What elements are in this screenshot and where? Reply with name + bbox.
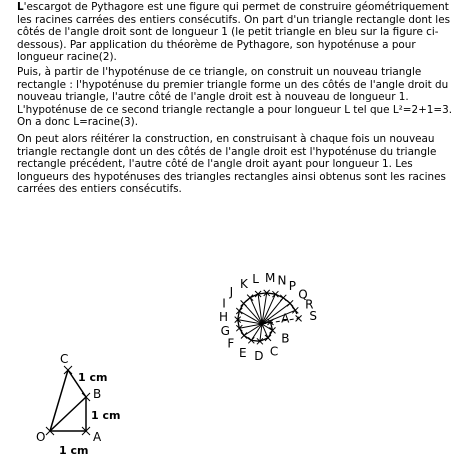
- spiral-label-h: H: [219, 309, 229, 324]
- spiral-point-j: [241, 300, 247, 306]
- spiral-label-c: C: [269, 344, 279, 359]
- spiral-label-f: F: [227, 336, 235, 351]
- spiral-label-n: N: [277, 273, 287, 288]
- spiral-label-m: M: [265, 271, 276, 286]
- spiral-point-f: [241, 333, 247, 339]
- spiral-label-j: J: [229, 285, 234, 300]
- spiral-label-e: E: [239, 345, 247, 360]
- paragraph-construction: Puis, à partir de l'hypoténuse de ce triangle, on construit un nouveau triangle rectangle : l'hypoténuse du premier triangle forme un des côtés de l'angle droit du nouveau triangle, l'autre côté de l'angle droit est à nouveau de longueur 1. L'hypoténuse de ce second triangle rectangle a pour longueur L tel que L²=2+1=3. On a donc L=racine(3).: [17, 66, 453, 129]
- spiral-label-r: R: [305, 297, 314, 312]
- spiral-point-s: [296, 315, 302, 321]
- spiral-point-q: [287, 300, 293, 306]
- spiral-label-q: Q: [298, 287, 308, 302]
- spiral-label-s: S: [309, 309, 318, 324]
- small-label-o: O: [36, 430, 46, 444]
- length-bc: 1 cm: [78, 371, 108, 384]
- spiral-label-a: A: [281, 311, 290, 326]
- spiral-label-b: B: [281, 331, 290, 346]
- spiral-point-r: [292, 307, 298, 313]
- paragraph-iteration: On peut alors réitérer la construction, en construisant à chaque fois un nouveau triangle rectangle dont un des côtés de l'angle droit est l'hypoténuse du triangle rectangle précédent, l'autre côté de l'angle droit ayant pour longueur 1. Les longueurs des hypoténuses des triangles rectangles ainsi obtenus sont les racines carrées des entiers consécutifs.: [17, 133, 446, 196]
- length-ab: 1 cm: [91, 409, 121, 422]
- spiral-label-d: D: [254, 349, 264, 364]
- spiral-label-g: G: [220, 323, 230, 338]
- spiral-label-k: K: [240, 276, 248, 291]
- spiral-point-p: [280, 295, 286, 301]
- spiral-label-l: L: [252, 272, 259, 287]
- small-label-c: C: [60, 352, 69, 366]
- length-oa: 1 cm: [59, 444, 89, 457]
- small-label-b: B: [93, 387, 102, 401]
- spiral-point-c: [265, 335, 271, 341]
- drop-letter: L: [17, 1, 24, 13]
- spiral-label-i: I: [222, 296, 226, 311]
- spiral-label-p: P: [288, 279, 297, 294]
- spiral-point-k: [247, 295, 253, 301]
- paragraph-intro-text: 'escargot de Pythagore est une figure qui permet de construire géométriquement les racines carrées des entiers consécutifs. On part d'un triangle rectangle dont les côtés de l'angle droit sont de longueur 1 (le petit triangle en bleu sur la figure ci-dessous). Par application du théorème de Pythagore, son hypoténuse a pour longueur racine(2).: [17, 1, 450, 64]
- small-label-a: A: [93, 430, 102, 444]
